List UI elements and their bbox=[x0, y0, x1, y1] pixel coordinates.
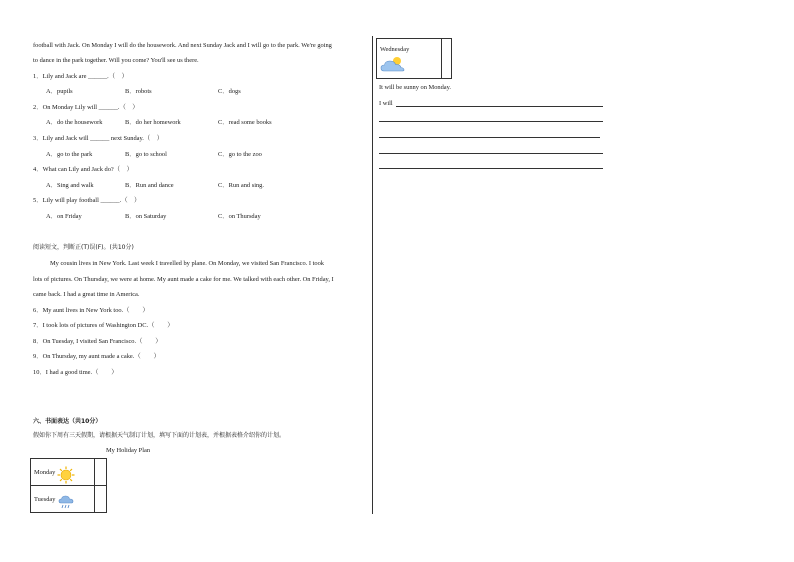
plan-cell[interactable] bbox=[442, 39, 452, 79]
writing-line[interactable] bbox=[379, 168, 603, 169]
plan-day-label: Tuesday bbox=[34, 496, 56, 503]
option-c: C．read some books bbox=[218, 119, 272, 126]
passage-line: to dance in the park together. Will you come? You'll see us there. bbox=[33, 57, 199, 64]
plan-title: My Holiday Plan bbox=[106, 447, 151, 454]
tf-item: 9．On Thursday, my aunt made a cake.（ ） bbox=[33, 353, 160, 360]
option-c: C．dogs bbox=[218, 88, 241, 95]
question-1: 1．Lily and Jack are ______.（ ） bbox=[33, 73, 128, 80]
passage-line: came back. I had a great time in America. bbox=[33, 291, 140, 298]
plan-cell[interactable] bbox=[95, 459, 107, 486]
option-c: C．on Thursday bbox=[218, 213, 261, 220]
option-a: A．on Friday bbox=[46, 213, 82, 220]
plan-day-label: Monday bbox=[34, 469, 56, 476]
sun-icon bbox=[57, 466, 75, 484]
section-heading: 阅读短文，判断正(T)误(F)。(共10分) bbox=[33, 244, 134, 251]
option-a: A．Sing and walk bbox=[46, 182, 94, 189]
tf-item: 7．I took lots of pictures of Washington DC.（ ） bbox=[33, 322, 174, 329]
option-c: C．Run and sing. bbox=[218, 182, 264, 189]
writing-line[interactable] bbox=[379, 121, 603, 122]
passage-line: My cousin lives in New York. Last week I travelled by plane. On Monday, we visited San Francisco. I took bbox=[50, 260, 324, 267]
writing-start: I will bbox=[379, 100, 393, 107]
option-b: B．robots bbox=[125, 88, 152, 95]
option-b: B．go to school bbox=[125, 151, 167, 158]
writing-line[interactable] bbox=[379, 137, 600, 138]
plan-day-cell bbox=[31, 486, 95, 513]
tf-item: 8．On Tuesday, I visited San Francisco.（ ） bbox=[33, 338, 162, 345]
option-b: B．do her homework bbox=[125, 119, 181, 126]
instructions: 假如你下周有三天假期，请根据天气制订计划，填写下面的计划表，并根据表格介绍你的计划。 bbox=[33, 432, 286, 439]
plan-day-cell bbox=[31, 459, 95, 486]
question-3: 3．Lily and Jack will ______ next Sunday.（ ） bbox=[33, 135, 164, 142]
tf-item: 6．My aunt lives in New York too.（ ） bbox=[33, 307, 149, 314]
cloud-icon bbox=[380, 55, 406, 73]
option-a: A．do the housework bbox=[46, 119, 103, 126]
option-a: A．pupils bbox=[46, 88, 73, 95]
question-2: 2．On Monday Lily will ______.（ ） bbox=[33, 104, 139, 111]
section-heading: 六、书面表达（共10分） bbox=[33, 418, 102, 425]
writing-line[interactable] bbox=[379, 153, 603, 154]
writing-line[interactable] bbox=[396, 106, 603, 107]
sample-sentence: It will be sunny on Monday. bbox=[379, 84, 452, 91]
plan-day-label: Wednesday bbox=[380, 46, 410, 53]
passage-line: lots of pictures. On Thursday, we were at home. My aunt made a cake for me. We talked with each other. On Friday, I bbox=[33, 276, 334, 283]
option-a: A．go to the park bbox=[46, 151, 93, 158]
question-5: 5．Lily will play football ______.（ ） bbox=[33, 197, 141, 204]
plan-cell[interactable] bbox=[95, 486, 107, 513]
option-b: B．on Saturday bbox=[125, 213, 167, 220]
passage-line: football with Jack. On Monday I will do the housework. And next Sunday Jack and I will go to the park. We're going bbox=[33, 42, 332, 49]
option-b: B．Run and dance bbox=[125, 182, 174, 189]
tf-item: 10．I had a good time.（ ） bbox=[33, 369, 118, 376]
column-divider bbox=[372, 36, 373, 514]
option-c: C．go to the zoo bbox=[218, 151, 262, 158]
rain-cloud-icon bbox=[57, 493, 75, 511]
question-4: 4．What can Lily and Jack do?（ ） bbox=[33, 166, 133, 173]
plan-table-continued bbox=[376, 38, 452, 79]
plan-day-cell bbox=[377, 39, 442, 79]
plan-table bbox=[30, 458, 107, 513]
